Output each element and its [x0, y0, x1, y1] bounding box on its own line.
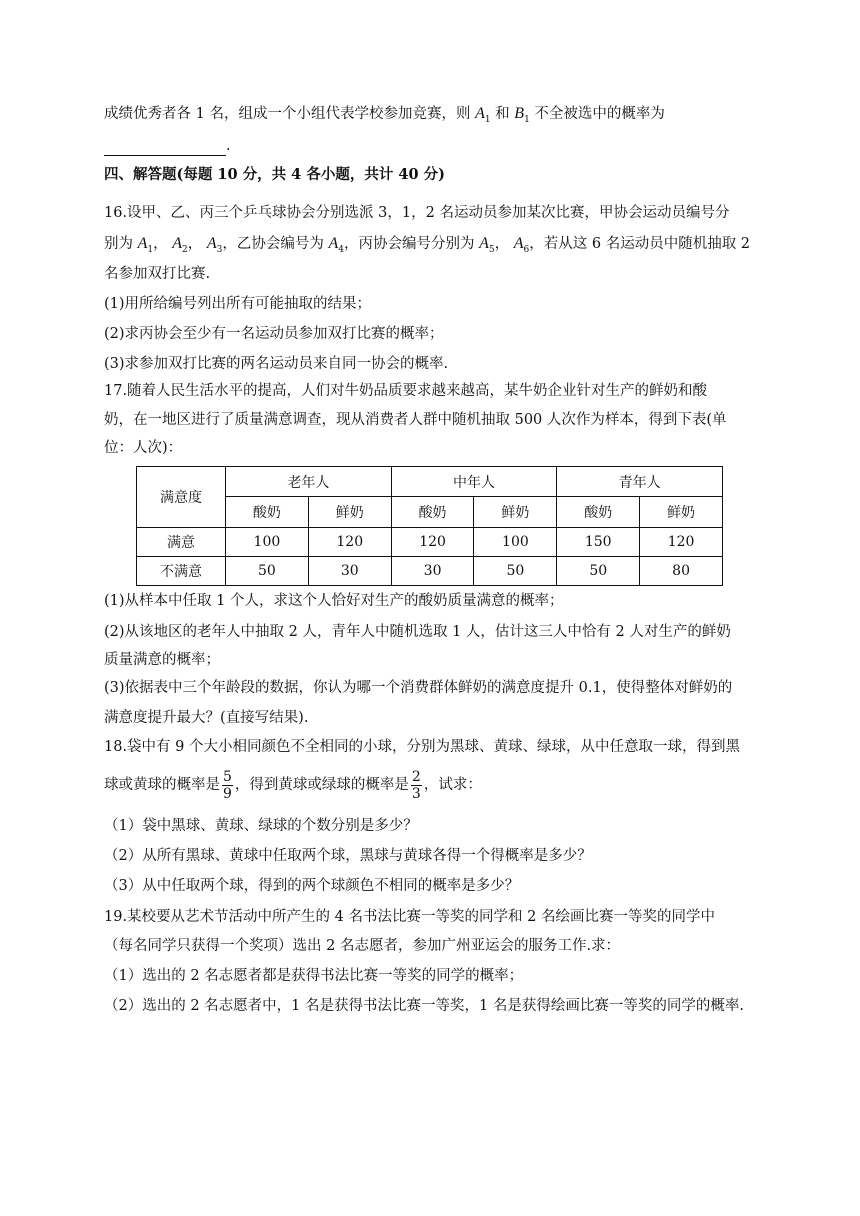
q19-sub1: （1）选出的 2 名志愿者都是获得书法比赛一等奖的同学的概率；	[104, 968, 524, 984]
var-a: A	[479, 235, 489, 252]
sub: 1	[147, 245, 154, 255]
q17-sub3-line2: 满意度提升最大？(直接写结果).	[104, 710, 309, 726]
q15-end: .	[226, 138, 231, 154]
table-cell: 50	[226, 557, 309, 586]
q16-text: 别为	[104, 236, 138, 252]
sub-a: 1	[484, 115, 491, 125]
q19-line2: （每名同学只获得一个奖项）选出 2 名志愿者，参加广州亚运会的服务工作.求：	[104, 938, 621, 954]
table-subheader: 鲜奶	[474, 497, 557, 528]
var-b: B	[514, 105, 525, 122]
q18-line2	[104, 766, 482, 804]
frac-denominator: 9	[223, 785, 232, 802]
q17-line2: 奶，在一地区进行了质量满意调查，现从消费者人群中随机抽取 500 人次作为样本，得到下表(单	[104, 412, 727, 428]
q17-line3: 位：人次)：	[104, 440, 183, 456]
q18-text-b: ，得到黄球或绿球的概率是	[234, 777, 409, 793]
q15-text-line	[104, 104, 665, 130]
fraction-2-3	[411, 769, 422, 802]
q18-sub1: （1）袋中黑球、黄球、绿球的个数分别是多少？	[104, 818, 418, 834]
sub: 3	[216, 245, 223, 255]
q18-sub2: （2）从所有黑球、黄球中任取两个球，黑球与黄球各得一个得概率是多少？	[104, 848, 592, 864]
var-a: A	[206, 235, 217, 252]
q19-line1: 19.某校要从艺术节活动中所产生的 4 名书法比赛一等奖的同学和 2 名绘画比赛一等奖的同学中	[104, 909, 715, 925]
var-a: A	[475, 105, 485, 122]
table-subheader: 酸奶	[226, 497, 309, 528]
q16-text: ，丙协会编号分别为	[344, 236, 480, 252]
q18-line1: 18.袋中有 9 个大小相同颜色不全相同的小球，分别为黑球、黄球、绿球，从中任意取一球，得到黑	[104, 739, 740, 755]
var-a: A	[328, 235, 339, 252]
table-group-header: 中年人	[391, 467, 557, 497]
row-label: 不满意	[137, 557, 226, 586]
sub-b: 1	[524, 115, 530, 125]
sub: 2	[182, 245, 188, 255]
sub: 4	[338, 245, 344, 255]
table-cell: 150	[557, 528, 640, 557]
table-cell: 50	[557, 557, 640, 586]
table-row	[137, 557, 723, 586]
row-label: 满意	[137, 528, 226, 557]
answer-blank	[104, 141, 226, 156]
q16-line2	[104, 234, 750, 260]
fraction-5-9	[222, 769, 233, 802]
q15-answer-line	[104, 136, 231, 156]
table-subheader: 鲜奶	[640, 497, 723, 528]
q17-sub1: (1)从样本中任取 1 个人，求这个人恰好对生产的酸奶质量满意的概率；	[104, 593, 564, 609]
var-a: A	[172, 235, 183, 252]
q16-sub3: (3)求参加双打比赛的两名运动员来自同一协会的概率.	[104, 356, 449, 372]
q18-text-a: 球或黄球的概率是	[104, 777, 220, 793]
q19-sub2: （2）选出的 2 名志愿者中，1 名是获得书法比赛一等奖，1 名是获得绘画比赛一等奖的同学的概率.	[104, 998, 744, 1014]
table-corner: 满意度	[137, 467, 226, 528]
section-heading: 四、解答题(每题 10 分，共 4 各小题，共计 40 分)	[104, 166, 445, 183]
q17-sub3-line1: (3)依据表中三个年龄段的数据，你认为哪一个消费群体鲜奶的满意度提升 0.1，使得整体对鲜奶的	[104, 680, 733, 696]
q16-line3: 名参加双打比赛.	[104, 266, 211, 282]
survey-table	[136, 466, 723, 586]
q15-text-a: 成绩优秀者各 1 名，组成一个小组代表学校参加竞赛，则	[104, 106, 476, 122]
q16-line1: 16.设甲、乙、丙三个乒乓球协会分别选派 3，1，2 名运动员参加某次比赛，甲协会运动员编号分	[104, 205, 730, 221]
frac-numerator: 2	[411, 768, 421, 785]
q16-text: ，乙协会编号为	[222, 236, 329, 252]
q18-text-c: ，试求：	[423, 777, 482, 793]
var-a: A	[513, 235, 524, 252]
table-cell: 120	[391, 528, 474, 557]
table-group-header: 老年人	[226, 467, 392, 497]
table-cell: 80	[640, 557, 723, 586]
q16-sub2: (2)求丙协会至少有一名运动员参加双打比赛的概率；	[104, 326, 444, 342]
table-subheader: 鲜奶	[308, 497, 391, 528]
sep: ，	[153, 236, 168, 252]
sep: ，	[187, 236, 203, 252]
table-cell: 100	[474, 528, 557, 557]
sep: ，	[494, 236, 510, 252]
table-cell: 120	[640, 528, 723, 557]
table-cell: 100	[226, 528, 309, 557]
table-subheader: 酸奶	[557, 497, 640, 528]
q15-mid: 和	[490, 106, 515, 122]
table-group-header: 青年人	[557, 467, 723, 497]
table-cell: 30	[391, 557, 474, 586]
sub: 6	[523, 245, 530, 255]
table-cell: 30	[308, 557, 391, 586]
q17-sub2-line2: 质量满意的概率；	[104, 652, 220, 668]
frac-numerator: 5	[223, 768, 232, 785]
table-subheader: 酸奶	[391, 497, 474, 528]
q17-line1: 17.随着人民生活水平的提高，人们对牛奶品质要求越来越高，某牛奶企业针对生产的鲜奶和酸	[104, 383, 708, 399]
table-cell: 120	[308, 528, 391, 557]
table-cell: 50	[474, 557, 557, 586]
q15-text-b: 不全被选中的概率为	[529, 106, 665, 122]
q16-sub1: (1)用所给编号列出所有可能抽取的结果；	[104, 296, 372, 312]
frac-denominator: 3	[411, 785, 421, 802]
q16-text: ，若从这 6 名运动员中随机抽取 2	[529, 236, 751, 252]
sub: 5	[488, 245, 495, 255]
table-row	[137, 528, 723, 557]
q17-sub2-line1: (2)从该地区的老年人中抽取 2 人，青年人中随机选取 1 人，估计这三人中恰有 2 人对生产的鲜奶	[104, 624, 731, 640]
var-a: A	[137, 235, 148, 252]
q18-sub3: （3）从中任取两个球，得到的两个球颜色不相同的概率是多少？	[104, 878, 520, 894]
